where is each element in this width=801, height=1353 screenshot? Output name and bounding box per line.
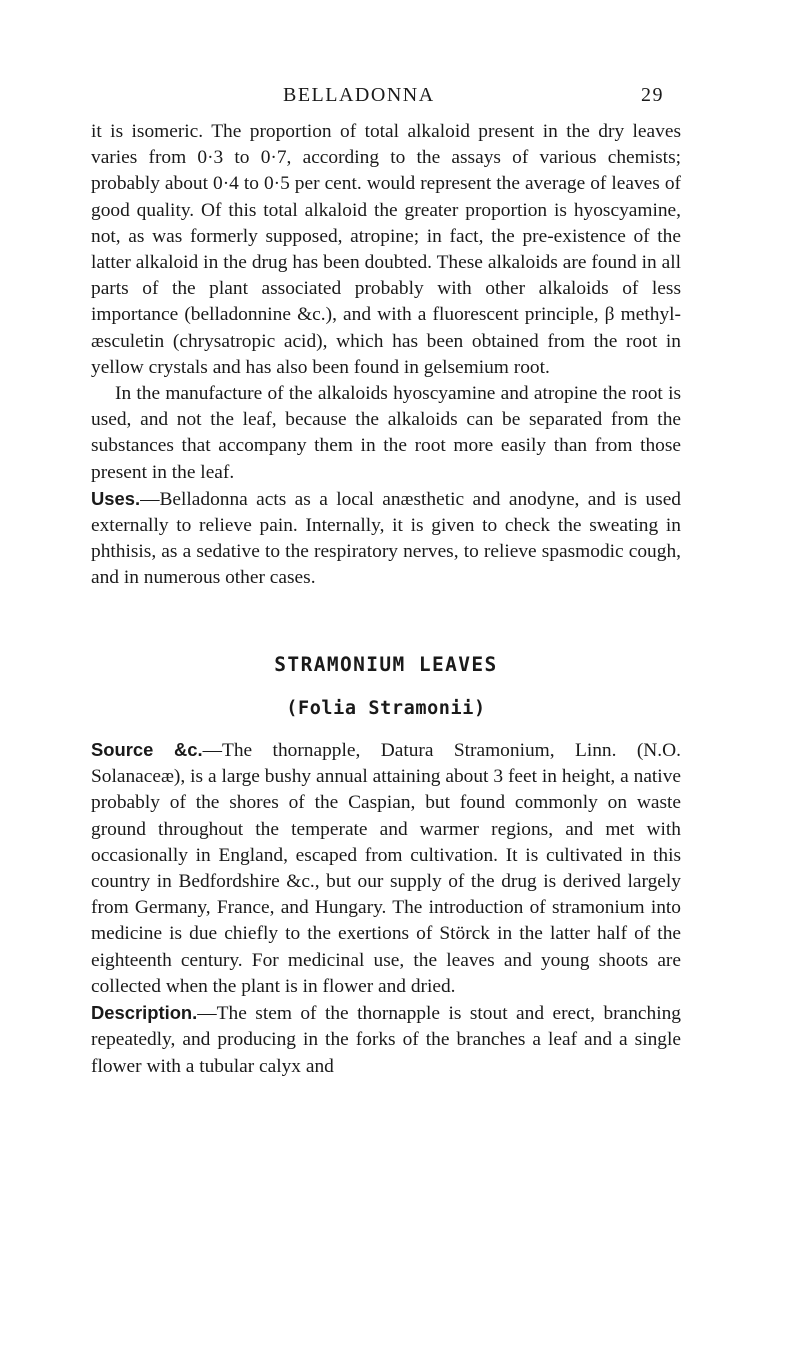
paragraph-uses [91,486,681,592]
paragraph-source [91,737,681,1000]
page-number: 29 [641,84,664,106]
source-text: —The thornapple, Datura Stramonium, Linn. (N.O. Solanaceæ), is a large bushy annual attaining about 3 feet in height, a native probably of the shores of the Caspian, but found commonly on waste ground throughout the temperate and warmer regions, and met with occasionally in England, escaped from cultivation. It is cultivated in this country in Bedfordshire &c., but our supply of the drug is derived largely from Germany, France, and Hungary. The introduction of stramonium into medicine is due chiefly to the exertions of Störck in the latter half of the eighteenth century. For medicinal use, the leaves and young shoots are collected when the plant is in flower and dried. [91,740,681,997]
body-text [91,119,681,1080]
source-heading: Source &c. [91,739,203,761]
running-title: BELLADONNA [283,84,435,106]
uses-text: —Belladonna acts as a local anæsthetic and anodyne, and is used externally to relieve pain. Internally, it is given to check the sweating in phthisis, as a sedative to the respiratory nerves, to relieve spasmodic cough, and in numerous other cases. [91,488,681,589]
description-text: —The stem of the thornapple is stout and erect, branching repeatedly, and producing in the forks of the branches a leaf and a single flower with a tubular calyx and [91,1003,681,1077]
running-head [0,84,801,112]
uses-heading: Uses. [91,487,141,509]
section-subheading: (Folia Stramonii) [286,697,486,719]
section-heading: STRAMONIUM LEAVES [274,652,498,676]
paragraph-manufacture: In the manufacture of the alkaloids hyoscyamine and atropine the root is used, and not the leaf, because the alkaloids can be separated from the substances that accompany them in the root more easily than from those present in the leaf. [91,383,681,483]
paragraph-description [91,1000,681,1080]
paragraph-alkaloid-proportion: it is isomeric. The proportion of total alkaloid present in the dry leaves varies from 0·3 to 0·7, according to the assays of various chemists; probably about 0·4 to 0·5 per cent. would represent the average of leaves of good quality. Of this total alkaloid the greater proportion is hyoscyamine, not, as was formerly supposed, atropine; in fact, the pre-existence of the latter alkaloid in the drug has been doubted. These alkaloids are found in all parts of the plant associated probably with other alkaloids of less importance (belladonnine &c.), and with a fluorescent principle, β methyl-æsculetin (chrysatropic acid), which has been obtained from the root in yellow crystals and has also been found in gelsemium root. [91,121,681,378]
description-heading: Description. [91,1002,198,1024]
